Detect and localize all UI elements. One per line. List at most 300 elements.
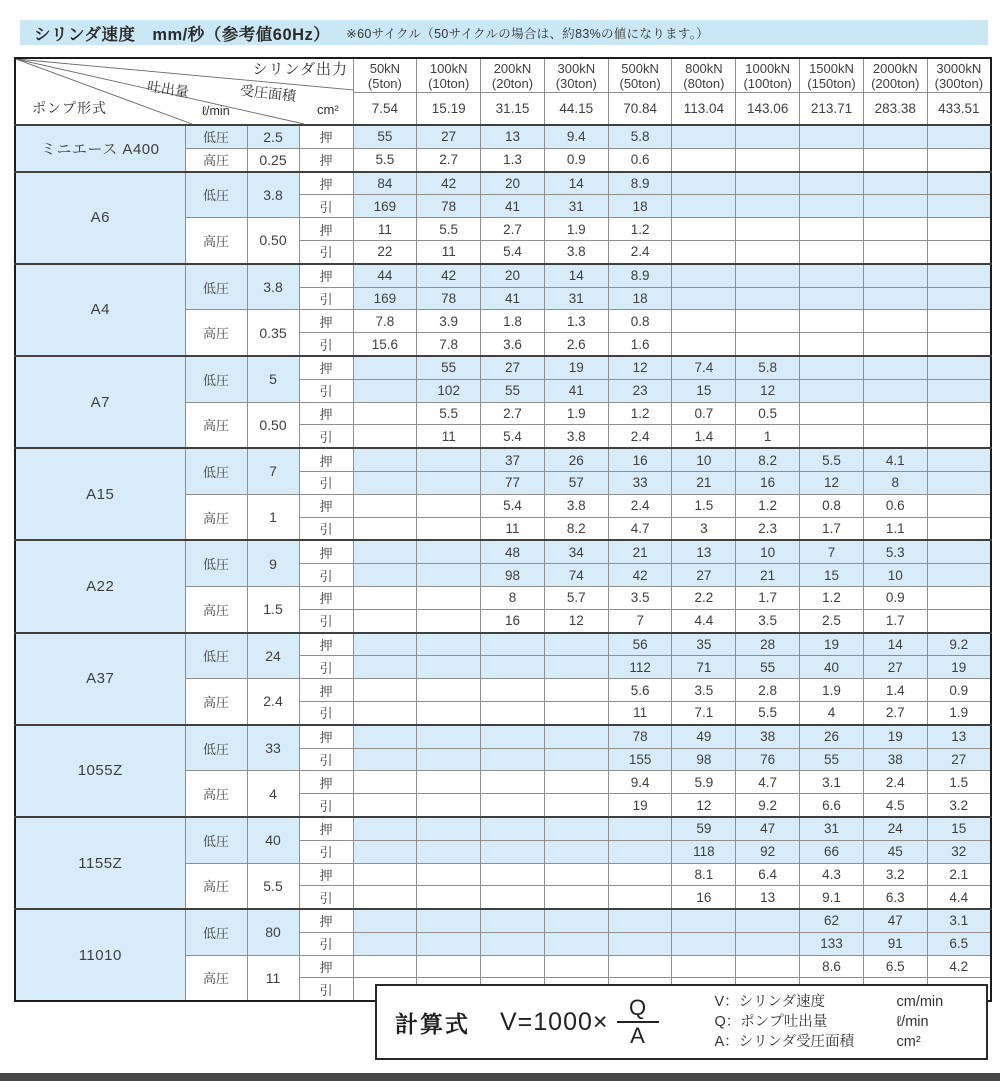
value-cell (927, 310, 991, 333)
value-cell: 8.1 (672, 863, 736, 886)
direction-cell: 引 (299, 978, 353, 1001)
pressure-cell: 低圧 (185, 540, 247, 586)
legend-label: V：シリンダ速度 (714, 994, 826, 1010)
direction-cell: 引 (299, 609, 353, 632)
table-row (15, 725, 991, 748)
value-cell: 55 (736, 656, 800, 679)
cylinder-speed-table (14, 57, 992, 1002)
table-row (15, 125, 991, 148)
value-cell: 76 (736, 748, 800, 771)
direction-cell: 押 (299, 402, 353, 425)
value-cell (417, 564, 481, 587)
discharge-cell: 4 (247, 771, 299, 817)
value-cell (417, 609, 481, 632)
value-cell: 2.8 (736, 679, 800, 702)
pump-table-body (15, 125, 991, 1001)
direction-cell: 押 (299, 633, 353, 656)
value-cell (353, 656, 417, 679)
value-cell: 5.7 (544, 586, 608, 609)
value-cell (927, 494, 991, 517)
pressure-cell: 低圧 (185, 817, 247, 863)
value-cell: 13 (736, 886, 800, 909)
model-cell: A22 (15, 540, 185, 632)
value-cell: 35 (672, 633, 736, 656)
value-cell: 27 (672, 564, 736, 587)
value-cell (417, 748, 481, 771)
value-cell: 13 (672, 540, 736, 563)
value-cell: 8.9 (608, 172, 672, 195)
legend-label: A：シリンダ受圧面積 (714, 1034, 855, 1050)
value-cell (927, 540, 991, 563)
pressure-cell: 低圧 (185, 448, 247, 494)
value-cell (417, 701, 481, 724)
pressure-cell: 高圧 (185, 586, 247, 632)
discharge-cell: 0.50 (247, 402, 299, 448)
pressure-cell: 高圧 (185, 771, 247, 817)
value-cell (417, 517, 481, 540)
value-cell: 2.7 (863, 701, 927, 724)
value-cell (672, 287, 736, 310)
value-cell (672, 218, 736, 241)
value-cell: 0.7 (672, 402, 736, 425)
value-cell: 38 (736, 725, 800, 748)
column-header: 2000kN (200ton) (863, 58, 927, 93)
value-cell (417, 886, 481, 909)
value-cell (353, 817, 417, 840)
value-cell: 14 (544, 172, 608, 195)
value-cell: 19 (863, 725, 927, 748)
value-cell: 4.4 (927, 886, 991, 909)
value-cell (544, 955, 608, 978)
direction-cell: 押 (299, 172, 353, 195)
value-cell: 1.9 (544, 218, 608, 241)
discharge-cell: 5.5 (247, 863, 299, 909)
value-cell: 32 (927, 840, 991, 863)
value-cell (608, 909, 672, 932)
value-cell: 1.2 (736, 494, 800, 517)
direction-cell: 引 (299, 564, 353, 587)
value-cell (481, 725, 545, 748)
value-cell: 0.9 (927, 679, 991, 702)
corner-box (16, 59, 353, 124)
value-cell (927, 471, 991, 494)
value-cell: 0.8 (608, 310, 672, 333)
discharge-cell: 2.5 (247, 125, 299, 148)
value-cell (863, 125, 927, 148)
value-cell (481, 633, 545, 656)
value-cell: 40 (800, 656, 864, 679)
value-cell: 3 (672, 517, 736, 540)
value-cell: 3.8 (544, 425, 608, 448)
value-cell: 28 (736, 633, 800, 656)
value-cell: 23 (608, 379, 672, 402)
table-row (15, 172, 991, 195)
value-cell (353, 771, 417, 794)
value-cell: 3.5 (672, 679, 736, 702)
value-cell: 1.7 (800, 517, 864, 540)
value-cell (863, 148, 927, 171)
legend-unit: cm/min (896, 994, 944, 1010)
value-cell (736, 195, 800, 218)
pressure-cell: 低圧 (185, 725, 247, 771)
value-cell (927, 148, 991, 171)
value-cell (800, 264, 864, 287)
value-cell: 20 (481, 264, 545, 287)
value-cell: 2.4 (608, 494, 672, 517)
column-header: 50kN (5ton) (353, 58, 417, 93)
discharge-cell: 3.8 (247, 172, 299, 218)
column-header: 1000kN (100ton) (736, 58, 800, 93)
value-cell: 5.4 (481, 494, 545, 517)
value-cell: 8.9 (608, 264, 672, 287)
value-cell (800, 425, 864, 448)
value-cell: 4.4 (672, 609, 736, 632)
value-cell (417, 955, 481, 978)
value-cell: 5.5 (800, 448, 864, 471)
discharge-cell: 1 (247, 494, 299, 540)
value-cell (544, 840, 608, 863)
value-cell (417, 771, 481, 794)
value-cell: 4.7 (736, 771, 800, 794)
value-cell: 12 (608, 356, 672, 379)
value-cell: 74 (544, 564, 608, 587)
value-cell (927, 517, 991, 540)
discharge-cell: 80 (247, 909, 299, 955)
value-cell: 2.3 (736, 517, 800, 540)
value-cell (672, 909, 736, 932)
value-cell: 5.5 (353, 148, 417, 171)
model-cell: A4 (15, 264, 185, 356)
value-cell: 5.5 (417, 218, 481, 241)
value-cell: 1.9 (800, 679, 864, 702)
model-cell: A15 (15, 448, 185, 540)
value-cell (863, 195, 927, 218)
value-cell: 102 (417, 379, 481, 402)
value-cell: 4.2 (927, 955, 991, 978)
value-cell (927, 218, 991, 241)
direction-cell: 引 (299, 195, 353, 218)
value-cell: 19 (608, 794, 672, 817)
value-cell: 155 (608, 748, 672, 771)
value-cell (927, 172, 991, 195)
value-cell: 84 (353, 172, 417, 195)
legend-label: Q：ポンプ吐出量 (714, 1014, 828, 1030)
pressure-cell: 高圧 (185, 863, 247, 909)
area-value: 31.15 (481, 93, 545, 126)
value-cell (544, 679, 608, 702)
legend-row (715, 1032, 944, 1052)
value-cell: 55 (481, 379, 545, 402)
direction-cell: 引 (299, 517, 353, 540)
value-cell (800, 240, 864, 263)
model-cell: ミニエース A400 (15, 125, 185, 172)
direction-cell: 押 (299, 356, 353, 379)
value-cell (353, 609, 417, 632)
value-cell: 3.5 (736, 609, 800, 632)
value-cell (608, 932, 672, 955)
value-cell: 3.8 (544, 494, 608, 517)
table-header (15, 58, 991, 125)
value-cell: 2.4 (863, 771, 927, 794)
value-cell: 24 (863, 817, 927, 840)
area-value: 70.84 (608, 93, 672, 126)
value-cell (417, 863, 481, 886)
value-cell (863, 333, 927, 356)
value-cell (417, 932, 481, 955)
model-cell: A37 (15, 633, 185, 725)
value-cell: 11 (353, 218, 417, 241)
area-value: 7.54 (353, 93, 417, 126)
value-cell: 21 (736, 564, 800, 587)
value-cell (672, 932, 736, 955)
value-cell: 7.1 (672, 701, 736, 724)
value-cell (544, 771, 608, 794)
value-cell: 12 (736, 379, 800, 402)
direction-cell: 引 (299, 656, 353, 679)
value-cell: 56 (608, 633, 672, 656)
value-cell (353, 356, 417, 379)
value-cell (544, 817, 608, 840)
value-cell: 3.2 (863, 863, 927, 886)
value-cell: 1.7 (863, 609, 927, 632)
value-cell (672, 172, 736, 195)
bottom-bar (0, 1073, 1000, 1081)
value-cell: 0.9 (863, 586, 927, 609)
value-cell: 47 (863, 909, 927, 932)
value-cell (353, 448, 417, 471)
value-cell: 0.8 (800, 494, 864, 517)
value-cell (672, 333, 736, 356)
value-cell (481, 909, 545, 932)
value-cell (863, 310, 927, 333)
value-cell: 5.5 (736, 701, 800, 724)
value-cell: 1.5 (927, 771, 991, 794)
value-cell: 5.3 (863, 540, 927, 563)
model-cell: 1155Z (15, 817, 185, 909)
value-cell: 0.6 (863, 494, 927, 517)
value-cell: 71 (672, 656, 736, 679)
legend-unit: cm² (896, 1034, 921, 1050)
value-cell: 9.4 (608, 771, 672, 794)
direction-cell: 押 (299, 679, 353, 702)
direction-cell: 引 (299, 886, 353, 909)
value-cell: 8.2 (736, 448, 800, 471)
value-cell: 1.9 (927, 701, 991, 724)
direction-cell: 引 (299, 287, 353, 310)
value-cell (736, 172, 800, 195)
value-cell (927, 425, 991, 448)
value-cell: 14 (544, 264, 608, 287)
value-cell (927, 448, 991, 471)
value-cell: 3.9 (417, 310, 481, 333)
value-cell (608, 955, 672, 978)
model-cell: A7 (15, 356, 185, 448)
corner-cell (15, 58, 353, 125)
table-row (15, 909, 991, 932)
value-cell: 1.3 (481, 148, 545, 171)
value-cell: 13 (481, 125, 545, 148)
value-cell (353, 863, 417, 886)
value-cell: 27 (481, 356, 545, 379)
pressure-cell: 高圧 (185, 148, 247, 171)
value-cell (800, 310, 864, 333)
value-cell (544, 748, 608, 771)
value-cell: 11 (608, 701, 672, 724)
value-cell: 19 (800, 633, 864, 656)
area-value: 143.06 (736, 93, 800, 126)
direction-cell: 押 (299, 264, 353, 287)
value-cell (863, 264, 927, 287)
value-cell: 42 (417, 264, 481, 287)
value-cell: 55 (417, 356, 481, 379)
discharge-unit: ℓ/min (202, 104, 230, 118)
value-cell (863, 172, 927, 195)
value-cell: 5.5 (417, 402, 481, 425)
value-cell (608, 863, 672, 886)
value-cell: 118 (672, 840, 736, 863)
value-cell (353, 932, 417, 955)
value-cell (800, 195, 864, 218)
value-cell: 19 (544, 356, 608, 379)
pressure-area-unit: cm² (317, 102, 339, 117)
formula-expression: V=1000× (500, 1007, 609, 1036)
table-row (15, 448, 991, 471)
discharge-cell: 11 (247, 955, 299, 1001)
direction-cell: 押 (299, 540, 353, 563)
value-cell (417, 471, 481, 494)
value-cell (353, 794, 417, 817)
value-cell: 8.6 (800, 955, 864, 978)
value-cell: 4.5 (863, 794, 927, 817)
value-cell (353, 564, 417, 587)
pressure-cell: 低圧 (185, 909, 247, 955)
pressure-cell: 高圧 (185, 402, 247, 448)
value-cell: 3.1 (800, 771, 864, 794)
value-cell: 19 (927, 656, 991, 679)
value-cell: 1 (736, 425, 800, 448)
value-cell: 1.1 (863, 517, 927, 540)
value-cell: 2.5 (800, 609, 864, 632)
value-cell: 42 (608, 564, 672, 587)
value-cell: 22 (353, 240, 417, 263)
value-cell: 47 (736, 817, 800, 840)
value-cell: 78 (608, 725, 672, 748)
value-cell (544, 794, 608, 817)
value-cell (417, 540, 481, 563)
value-cell: 9.1 (800, 886, 864, 909)
value-cell (481, 679, 545, 702)
value-cell (417, 725, 481, 748)
value-cell: 4.3 (800, 863, 864, 886)
value-cell: 44 (353, 264, 417, 287)
value-cell: 41 (481, 287, 545, 310)
value-cell (544, 701, 608, 724)
direction-cell: 押 (299, 863, 353, 886)
direction-cell: 押 (299, 125, 353, 148)
direction-cell: 押 (299, 817, 353, 840)
value-cell: 34 (544, 540, 608, 563)
value-cell: 42 (417, 172, 481, 195)
column-header: 500kN (50ton) (608, 58, 672, 93)
value-cell: 1.4 (863, 679, 927, 702)
direction-cell: 引 (299, 471, 353, 494)
value-cell: 1.2 (608, 218, 672, 241)
value-cell: 1.6 (608, 333, 672, 356)
value-cell (608, 886, 672, 909)
value-cell: 10 (863, 564, 927, 587)
discharge-cell: 2.4 (247, 679, 299, 725)
value-cell: 7.8 (353, 310, 417, 333)
model-cell: A6 (15, 172, 185, 264)
value-cell: 3.6 (481, 333, 545, 356)
value-cell (736, 909, 800, 932)
value-cell: 4 (800, 701, 864, 724)
value-cell (672, 195, 736, 218)
value-cell (863, 379, 927, 402)
value-cell (672, 125, 736, 148)
value-cell: 0.9 (544, 148, 608, 171)
value-cell: 10 (736, 540, 800, 563)
value-cell (544, 656, 608, 679)
value-cell (927, 402, 991, 425)
legend-unit: ℓ/min (896, 1014, 929, 1030)
value-cell (672, 955, 736, 978)
value-cell: 6.6 (800, 794, 864, 817)
value-cell: 7.4 (672, 356, 736, 379)
value-cell (736, 125, 800, 148)
value-cell (863, 240, 927, 263)
direction-cell: 押 (299, 218, 353, 241)
value-cell (672, 264, 736, 287)
value-cell: 11 (481, 517, 545, 540)
value-cell: 3.5 (608, 586, 672, 609)
model-cell: 1055Z (15, 725, 185, 817)
value-cell (800, 125, 864, 148)
column-header: 100kN (10ton) (417, 58, 481, 93)
value-cell: 20 (481, 172, 545, 195)
value-cell (736, 955, 800, 978)
value-cell (417, 840, 481, 863)
direction-cell: 引 (299, 748, 353, 771)
direction-cell: 引 (299, 840, 353, 863)
value-cell: 7.8 (417, 333, 481, 356)
table-row (15, 817, 991, 840)
value-cell: 0.6 (608, 148, 672, 171)
value-cell: 26 (544, 448, 608, 471)
value-cell (417, 494, 481, 517)
value-cell (481, 817, 545, 840)
value-cell: 27 (863, 656, 927, 679)
value-cell: 15 (927, 817, 991, 840)
value-cell (417, 448, 481, 471)
discharge-cell: 24 (247, 633, 299, 679)
value-cell (927, 287, 991, 310)
pressure-cell: 高圧 (185, 218, 247, 264)
value-cell: 16 (481, 609, 545, 632)
value-cell: 2.7 (481, 218, 545, 241)
value-cell (353, 517, 417, 540)
value-cell (353, 494, 417, 517)
value-cell (736, 264, 800, 287)
value-cell: 2.1 (927, 863, 991, 886)
model-cell: 11010 (15, 909, 185, 1001)
value-cell: 21 (672, 471, 736, 494)
value-cell: 2.7 (481, 402, 545, 425)
value-cell: 98 (672, 748, 736, 771)
pressure-cell: 低圧 (185, 172, 247, 218)
table-row (15, 633, 991, 656)
value-cell: 6.4 (736, 863, 800, 886)
